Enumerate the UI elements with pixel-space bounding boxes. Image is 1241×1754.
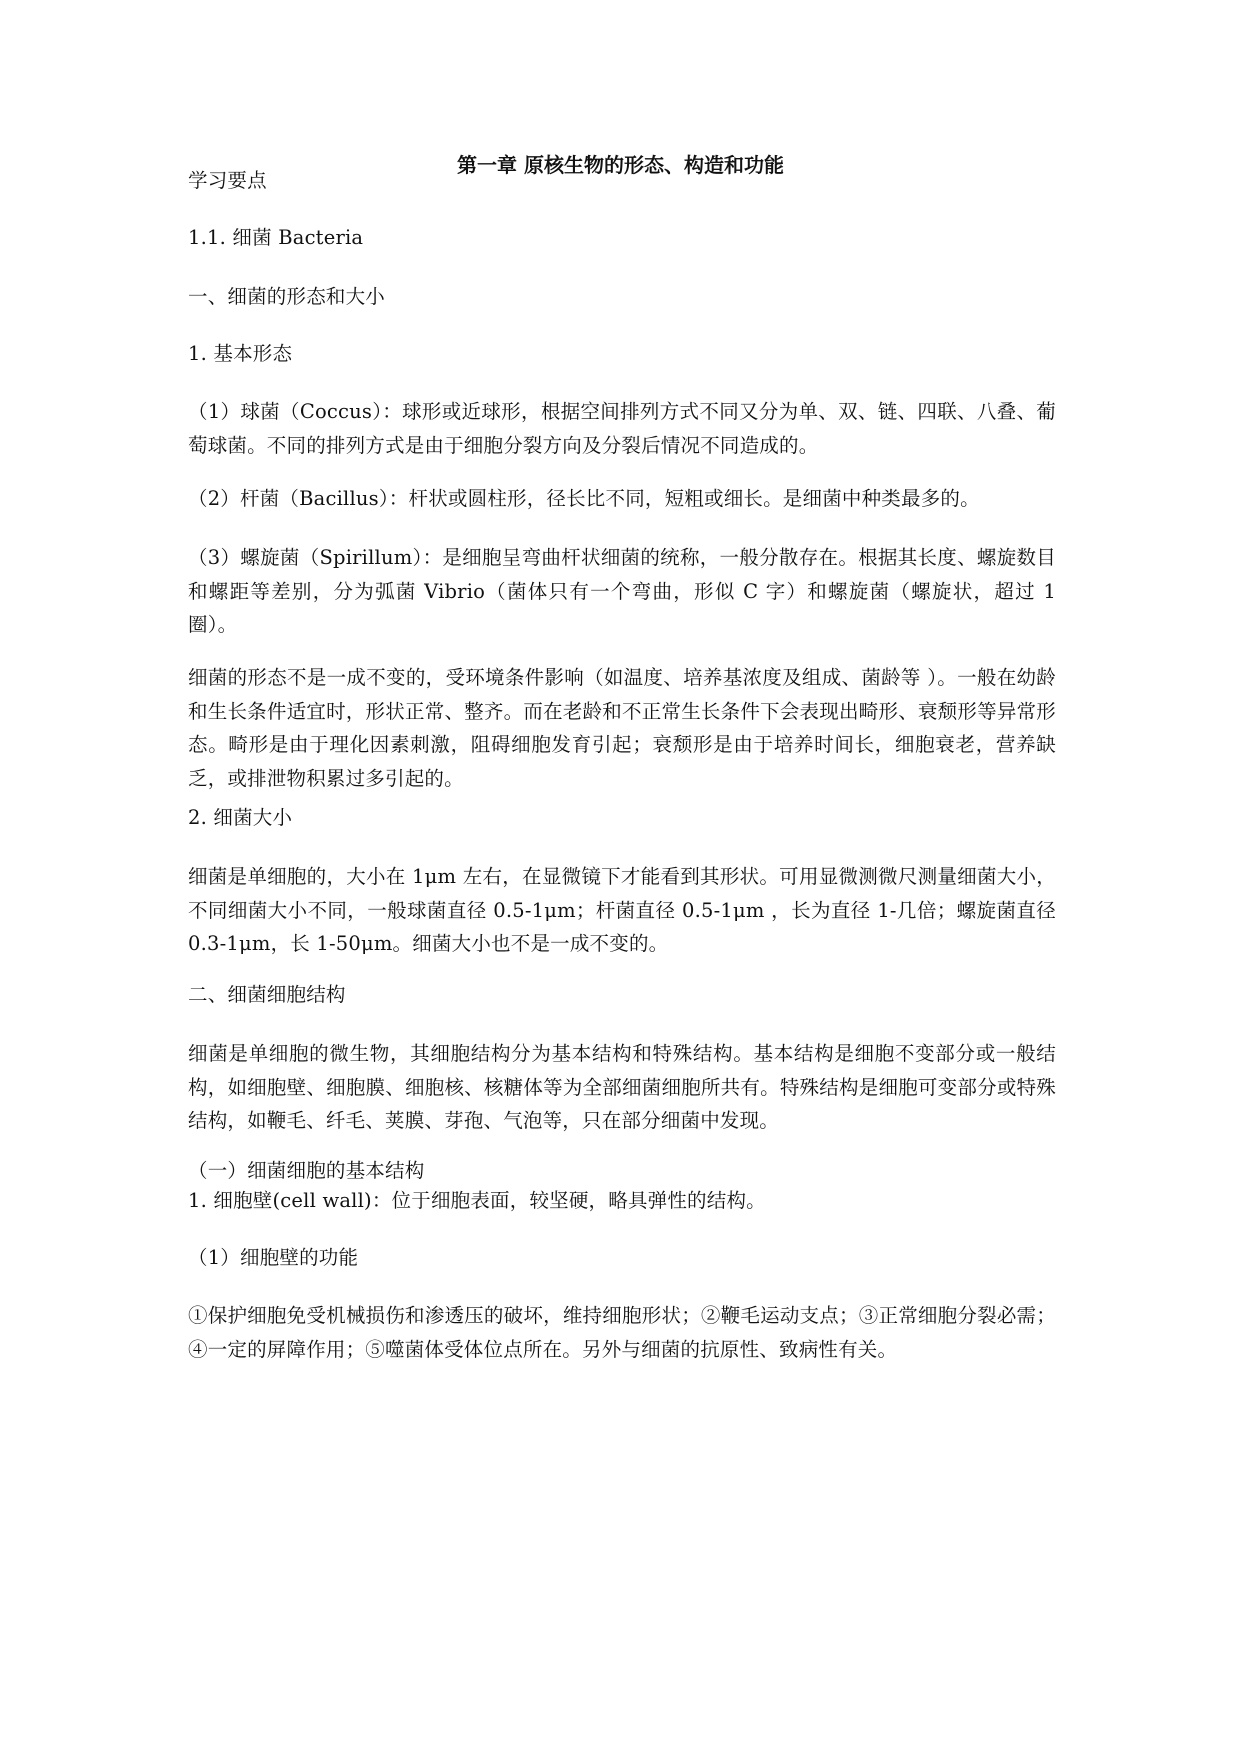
item-cell-wall: 1. 细胞壁(cell wall)：位于细胞表面，较坚硬，略具弹性的结构。: [188, 1189, 766, 1212]
subheading-bacteria-size: 2. 细菌大小: [188, 806, 293, 829]
chapter-title: 第一章 原核生物的形态、构造和功能: [457, 153, 784, 177]
heading-morphology-size: 一、细菌的形态和大小: [188, 285, 386, 308]
paragraph-coccus: （1）球菌（Coccus）：球形或近球形，根据空间排列方式不同又分为单、双、链、四联、八叠、葡萄球菌。不同的排列方式是由于细胞分裂方向及分裂后情况不同造成的。: [188, 400, 1056, 457]
subheading-basic-forms: 1. 基本形态: [188, 342, 293, 365]
paragraph-bacillus: （2）杆菌（Bacillus）：杆状或圆柱形，径长比不同，短粗或细长。是细菌中种类最多的。: [188, 487, 980, 510]
paragraph-spirillum: （3）螺旋菌（Spirillum）：是细胞呈弯曲杆状细菌的统称，一般分散存在。根据其长度、螺旋数目和螺距等差别，分为弧菌 Vibrio（菌体只有一个弯曲，形似 C 字）和螺旋菌（螺旋状，超过 1 圈）。: [188, 546, 1056, 636]
heading-cell-structure: 二、细菌细胞结构: [188, 983, 346, 1006]
subheading-basic-structure: （一）细菌细胞的基本结构: [188, 1159, 425, 1182]
paragraph-morphology-change: 细菌的形态不是一成不变的，受环境条件影响（如温度、培养基浓度及组成、菌龄等 ）。一般在幼龄和生长条件适宜时，形状正常、整齐。而在老龄和不正常生长条件下会表现出畸形、衰颓形等异常形态。畸形是由于理化因素刺激，阻碍细胞发育引起；衰颓形是由于培养时间长，细胞衰老，营养缺乏，或排泄物积累过多引起的。: [188, 666, 1056, 790]
paragraph-bacteria-size: 细菌是单细胞的，大小在 1μm 左右，在显微镜下才能看到其形状。可用显微测微尺测量细菌大小，不同细菌大小不同，一般球菌直径 0.5-1μm；杆菌直径 0.5-1μm ，长为直径 1-几倍；螺旋菌直径 0.3-1μm，长 1-50μm。细菌大小也不是一成不变的。: [188, 865, 1056, 955]
subheading-cell-wall-function: （1）细胞壁的功能: [188, 1246, 359, 1269]
section-heading-bacteria: 1.1. 细菌 Bacteria: [188, 226, 364, 249]
paragraph-cell-wall-functions: ①保护细胞免受机械损伤和渗透压的破坏，维持细胞形状；②鞭毛运动支点；③正常细胞分裂必需；④一定的屏障作用；⑤噬菌体受体位点所在。另外与细菌的抗原性、致病性有关。: [188, 1304, 1056, 1361]
study-points-label: 学习要点: [188, 169, 267, 192]
paragraph-cell-structure: 细菌是单细胞的微生物，其细胞结构分为基本结构和特殊结构。基本结构是细胞不变部分或一般结构，如细胞壁、细胞膜、细胞核、核糖体等为全部细菌细胞所共有。特殊结构是细胞可变部分或特殊结构，如鞭毛、纤毛、荚膜、芽孢、气泡等，只在部分细菌中发现。: [188, 1042, 1056, 1132]
